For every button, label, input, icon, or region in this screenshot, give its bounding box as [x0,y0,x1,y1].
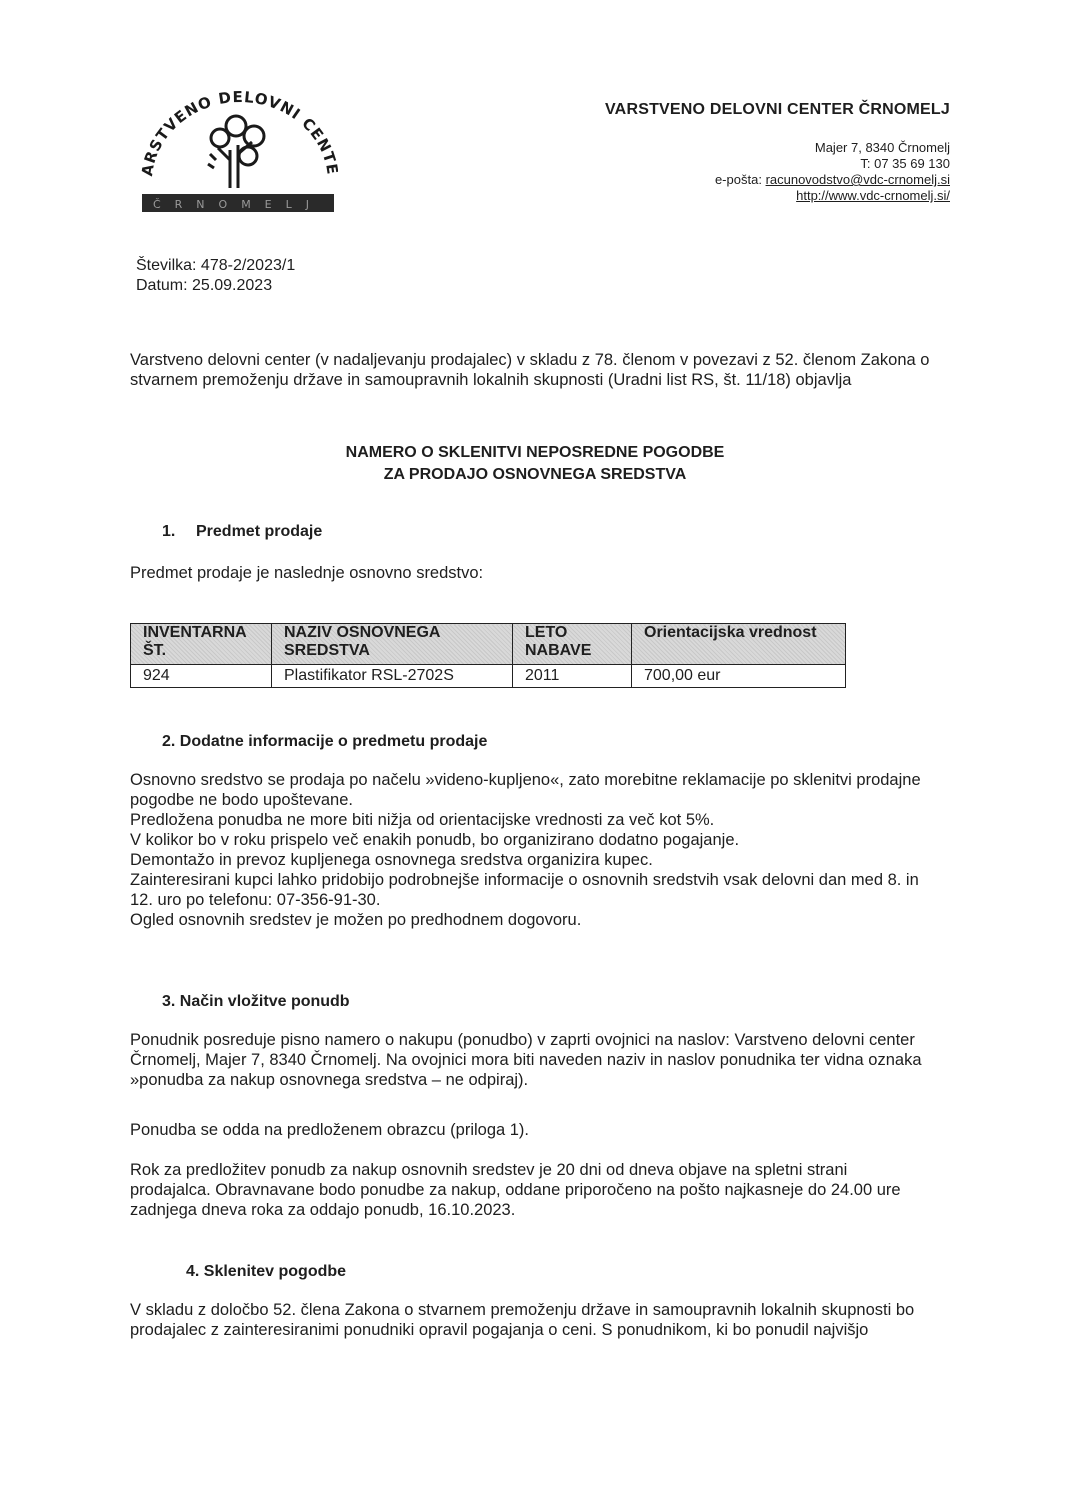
document-reference [136,256,295,296]
section-4-paragraph-1: V skladu z določbo 52. člena Zakona o stvarnem premoženju države in samoupravnih lokalnih skupnosti bo prodajalec z zainteresiranimi ponudniki opravil pogajanja o ceni. S ponudnikom, ki bo ponudil najvišjo [130,1301,915,1339]
document-title [130,442,940,486]
tree-icon [208,116,264,188]
section-2-line: Predložena ponudba ne more biti nižja od orientacijske vrednosti za več kot 5%. [130,811,715,829]
cell-asset-name: Plastifikator RSL-2702S [272,665,513,688]
section-3-paragraph-3: Rok za predložitev ponudb za nakup osnovnih sredstev je 20 dni od dneva objave na spletni strani prodajalca. Obravnavane bodo ponudbe za nakup, oddane priporočeno na pošto najkasneje do 24.00 ure zadnjega dneva roka za oddajo ponudb, 16.10.2023. [130,1161,901,1219]
asset-table [130,623,846,688]
section-2-line: V kolikor bo v roku prispelo več enakih ponudb, bo organizirano dodatno pogajanje. [130,831,740,849]
col-header-asset-name: NAZIV OSNOVNEGA SREDSTVA [272,624,513,665]
cell-year: 2011 [513,665,632,688]
col-header-value: Orientacijska vrednost [632,624,846,665]
email-line [715,172,950,188]
section-2-line: Osnovno sredstvo se prodaja po načelu »videno-kupljeno«, zato morebitne reklamacije po sklenitvi prodajne pogodbe ne bodo upoštevane. [130,771,921,809]
title-line-2: ZA PRODAJO OSNOVNEGA SREDSTVA [383,466,687,483]
logo-graphic [138,90,338,214]
contact-block [715,140,950,204]
title-line-1: NAMERO O SKLENITVI NEPOSREDNE POGODBE [345,444,725,461]
section-2-line: Demontažo in prevoz kupljenega osnovnega sredstva organizira kupec. [130,851,653,869]
section-1-text: Predmet prodaje je naslednje osnovno sredstvo: [130,564,484,582]
cell-value: 700,00 eur [632,665,846,688]
section-3-heading: 3. Način vložitve ponudb [162,993,350,1010]
website-link[interactable]: http://www.vdc-crnomelj.si/ [796,188,950,203]
col-header-year: LETO NABAVE [513,624,632,665]
phone: T: 07 35 69 130 [860,156,950,171]
address: Majer 7, 8340 Črnomelj [814,140,950,155]
section-2-body [130,770,945,930]
section-3-paragraph-1: Ponudnik posreduje pisno namero o nakupu (ponudbo) v zaprti ovojnici na naslov: Varstveno delovni center Črnomelj, Majer 7, 8340 Črnomelj. Na ovojnici mora biti naveden naziv in naslov ponudnika ter vidna oznaka »ponudba za nakup osnovnega sredstva – ne odpiraj). [130,1031,922,1089]
section-2-line: Zainteresirani kupci lahko pridobijo podrobnejše informacije o osnovnih sredstvih vsak delovni dan med 8. in 12. uro po telefonu: 07-356-91-30. [130,871,919,909]
table-row [131,665,846,688]
intro-paragraph: Varstveno delovni center (v nadaljevanju prodajalec) v skladu z 78. členom v povezavi z 52. členom Zakona o stvarnem premoženju države in samoupravnih lokalnih skupnosti (Uradni list RS, št. 11/18) objavlja [130,351,930,389]
section-1-number: 1. [162,523,176,540]
section-4-heading: 4. Sklenitev pogodbe [186,1263,347,1280]
section-1-heading [162,522,322,542]
table-header-row [131,624,846,665]
col-header-inventory: INVENTARNA ŠT. [131,624,272,665]
document-date: Datum: 25.09.2023 [136,277,273,294]
section-1-title: Predmet prodaje [196,523,323,540]
organization-logo [138,90,338,214]
email-label: e-pošta: [714,172,762,187]
logo-arc-text: ARSTVENO DELOVNI CENT [138,90,338,178]
logo-band-text: ČRNOMELJ [152,198,324,211]
document-number: Številka: 478-2/2023/1 [136,257,296,274]
section-2-heading: 2. Dodatne informacije o predmetu prodaje [162,733,488,750]
section-3-paragraph-2: Ponudba se odda na predloženem obrazcu (priloga 1). [130,1121,530,1139]
organization-name: VARSTVENO DELOVNI CENTER ČRNOMELJ [605,101,950,118]
section-2-line: Ogled osnovnih sredstev je možen po predhodnem dogovoru. [130,911,582,929]
cell-inventory: 924 [131,665,272,688]
email-link[interactable]: racunovodstvo@vdc-crnomelj.si [765,172,950,187]
